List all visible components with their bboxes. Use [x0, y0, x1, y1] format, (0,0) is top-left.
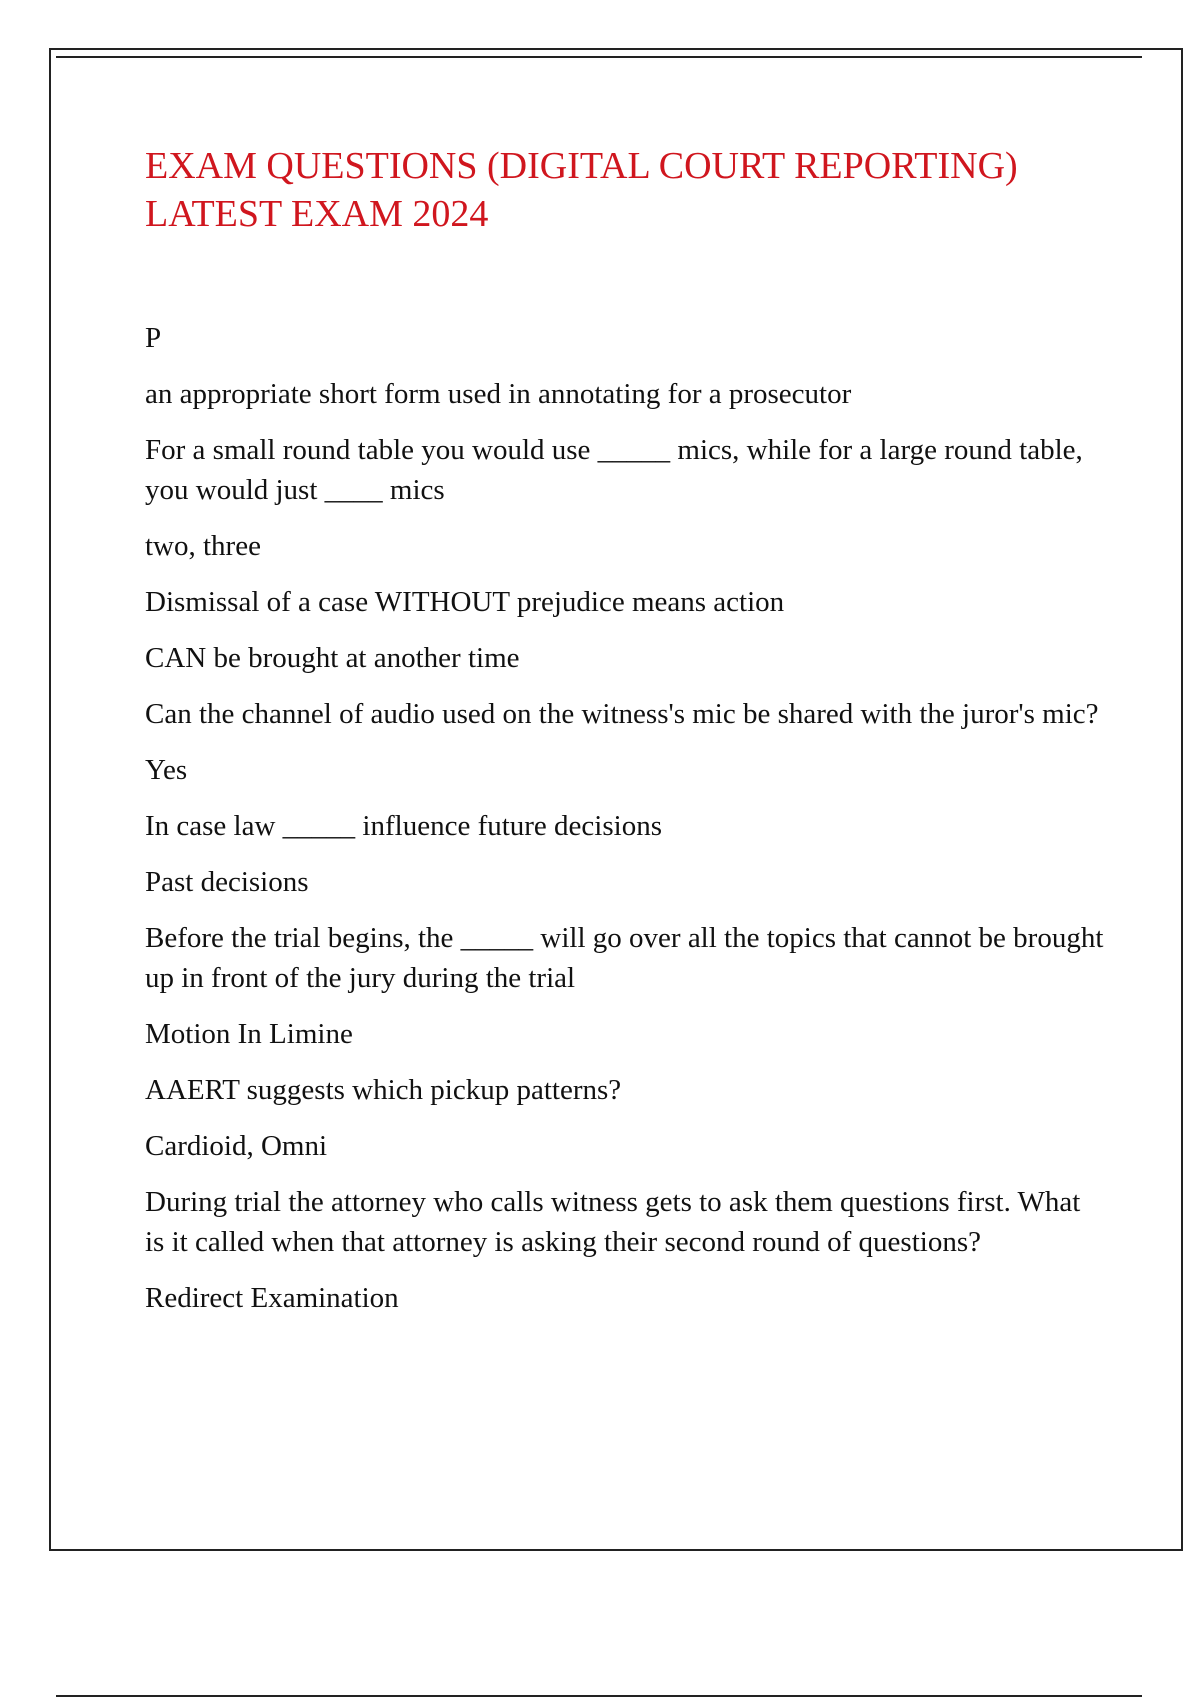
qa-answer: Motion In Limine	[145, 1018, 353, 1050]
top-rule	[56, 56, 1142, 58]
qa-question: AAERT suggests which pickup patterns?	[145, 1074, 622, 1106]
title-line-1: EXAM QUESTIONS (DIGITAL COURT REPORTING)	[145, 145, 1018, 187]
qa-answer: Cardioid, Omni	[145, 1130, 328, 1162]
qa-definition: an appropriate short form used in annotating for a prosecutor	[145, 378, 852, 410]
document-content	[145, 142, 1105, 1334]
qa-answer: Yes	[145, 754, 188, 786]
qa-question: In case law _____ influence future decisions	[145, 810, 662, 842]
qa-list	[145, 318, 1105, 1318]
bottom-rule	[56, 1695, 1142, 1697]
title-line-2: LATEST EXAM 2024	[145, 193, 489, 235]
qa-answer: Redirect Examination	[145, 1282, 399, 1314]
qa-term: P	[145, 322, 162, 354]
document-title	[145, 142, 1105, 238]
qa-question: During trial the attorney who calls witness gets to ask them questions first. What is it called when that attorney is asking their second round of questions?	[145, 1186, 1081, 1258]
qa-answer: Past decisions	[145, 866, 309, 898]
qa-answer: CAN be brought at another time	[145, 642, 520, 674]
qa-question: Can the channel of audio used on the witness's mic be shared with the juror's mic?	[145, 698, 1099, 730]
qa-question: Dismissal of a case WITHOUT prejudice means action	[145, 586, 785, 618]
qa-question: For a small round table you would use _____ mics, while for a large round table, you would just ____ mics	[145, 434, 1083, 506]
qa-answer: two, three	[145, 530, 261, 562]
qa-question: Before the trial begins, the _____ will go over all the topics that cannot be brought up in front of the jury during the trial	[145, 922, 1104, 994]
